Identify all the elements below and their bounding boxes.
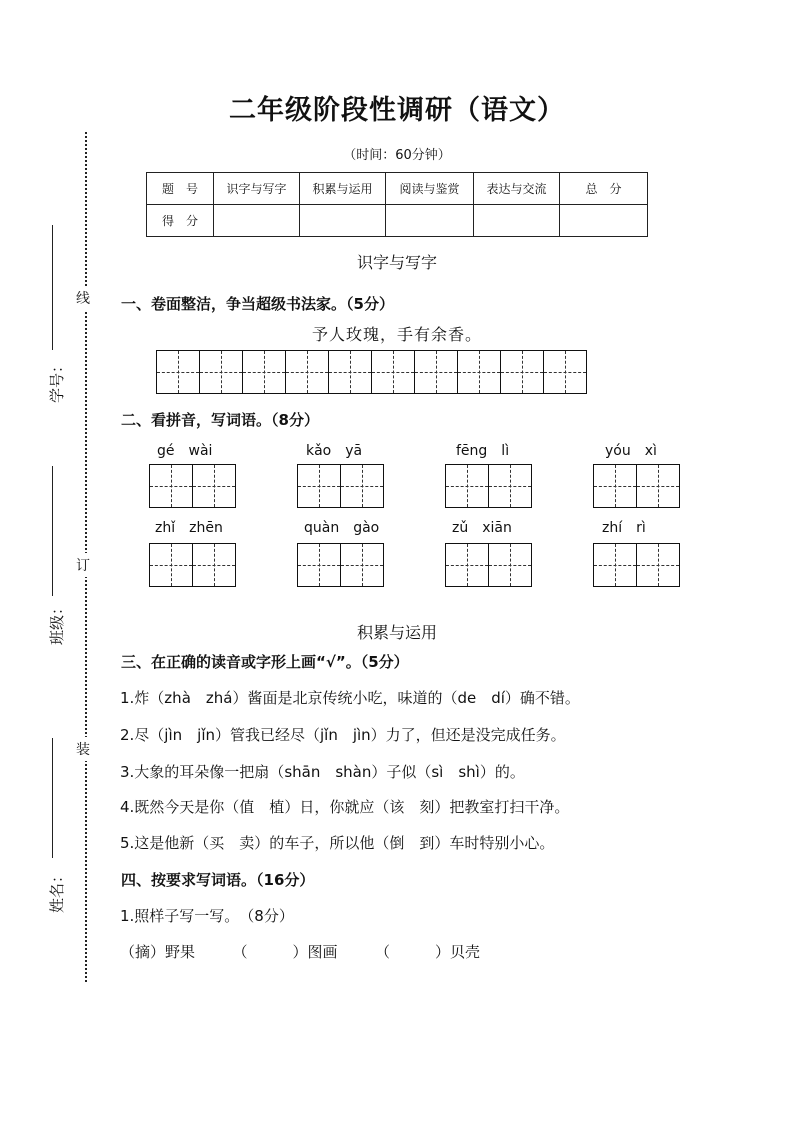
word-grid[interactable]: [149, 464, 236, 508]
writing-cell[interactable]: [636, 543, 680, 587]
section-heading-accumulation: 积累与运用: [356, 623, 437, 642]
score-header-cell: 识字与写字: [214, 173, 300, 205]
binding-char-zhuang: 装: [76, 737, 90, 761]
writing-cell[interactable]: [488, 543, 532, 587]
writing-cell[interactable]: [340, 543, 384, 587]
question-3-item[interactable]: 4.既然今天是你（值 植）日，你就应（该 刻）把教室打扫干净。: [120, 798, 570, 816]
writing-cell[interactable]: [242, 350, 286, 394]
section-heading-literacy: 识字与写字: [356, 253, 437, 272]
question-1-title: 一、卷面整洁，争当超级书法家。（5分）: [121, 295, 394, 313]
pinyin-label: quàn gào: [304, 520, 380, 536]
calligraphy-sentence: 予人玫瑰，手有余香。: [311, 325, 482, 344]
binding-char-xian: 线: [76, 286, 90, 310]
page-title: 二年级阶段性调研（语文）: [229, 95, 565, 126]
writing-cell[interactable]: [192, 464, 236, 508]
question-4-title: 四、按要求写词语。（16分）: [121, 871, 315, 889]
writing-cell[interactable]: [297, 543, 341, 587]
writing-cell[interactable]: [445, 464, 489, 508]
binding-char-ding: 订: [76, 553, 90, 577]
question-3-item[interactable]: 2.尽（jìn jǐn）管我已经尽（jǐn jìn）力了，但还是没完成任务。: [120, 726, 566, 744]
name-label: 姓名：: [48, 867, 67, 914]
score-cell[interactable]: [386, 205, 474, 237]
writing-cell[interactable]: [543, 350, 587, 394]
writing-cell[interactable]: [149, 464, 193, 508]
score-header-cell: 积累与运用: [300, 173, 386, 205]
score-header-cell: 阅读与鉴赏: [386, 173, 474, 205]
writing-cell[interactable]: [297, 464, 341, 508]
score-header-cell: 总 分: [560, 173, 648, 205]
name-line: [52, 738, 53, 858]
writing-cell[interactable]: [192, 543, 236, 587]
word-grid[interactable]: [445, 464, 532, 508]
writing-cell[interactable]: [328, 350, 372, 394]
writing-cell[interactable]: [414, 350, 458, 394]
writing-cell[interactable]: [593, 543, 637, 587]
class-line: [52, 466, 53, 596]
writing-cell[interactable]: [149, 543, 193, 587]
score-header-cell: 表达与交流: [474, 173, 560, 205]
word-grid[interactable]: [593, 464, 680, 508]
score-table: [146, 172, 648, 237]
question-2-title: 二、看拼音，写词语。（8分）: [121, 411, 319, 429]
word-grid[interactable]: [149, 543, 236, 587]
word-grid[interactable]: [297, 543, 384, 587]
writing-cell[interactable]: [285, 350, 329, 394]
writing-cell[interactable]: [636, 464, 680, 508]
time-note: （时间：60分钟）: [343, 148, 451, 163]
writing-cell[interactable]: [340, 464, 384, 508]
question-3-item[interactable]: 5.这是他新（买 卖）的车子，所以他（倒 到）车时特别小心。: [120, 834, 555, 852]
pinyin-label: zhí rì: [602, 520, 646, 536]
class-label: 班级：: [48, 599, 67, 646]
word-grid[interactable]: [445, 543, 532, 587]
calligraphy-grid[interactable]: [156, 350, 587, 394]
pinyin-label: zhǐ zhēn: [155, 520, 223, 536]
question-3-item[interactable]: 3.大象的耳朵像一把扇（shān shàn）子似（sì shì）的。: [120, 763, 525, 781]
pinyin-label: zǔ xiān: [452, 520, 512, 536]
writing-cell[interactable]: [156, 350, 200, 394]
writing-cell[interactable]: [371, 350, 415, 394]
question-4-example[interactable]: （摘）野果 （ ）图画 （ ）贝壳: [120, 943, 481, 961]
score-row-label: 得 分: [147, 205, 214, 237]
writing-cell[interactable]: [488, 464, 532, 508]
pinyin-label: gé wài: [157, 443, 213, 459]
question-3-title: 三、在正确的读音或字形上画“√”。（5分）: [121, 653, 409, 671]
question-4-subtitle: 1.照样子写一写。 （8分）: [120, 907, 294, 925]
pinyin-label: fēng lì: [456, 443, 510, 459]
score-table-header-row: [147, 173, 648, 205]
score-cell[interactable]: [474, 205, 560, 237]
score-table-score-row: [147, 205, 648, 237]
score-cell[interactable]: [214, 205, 300, 237]
writing-cell[interactable]: [445, 543, 489, 587]
question-3-item[interactable]: 1.炸（zhà zhá）酱面是北京传统小吃，味道的（de dí）确不错。: [120, 689, 580, 707]
word-grid[interactable]: [297, 464, 384, 508]
score-header-cell: 题 号: [147, 173, 214, 205]
writing-cell[interactable]: [457, 350, 501, 394]
writing-cell[interactable]: [593, 464, 637, 508]
writing-cell[interactable]: [199, 350, 243, 394]
word-grid[interactable]: [593, 543, 680, 587]
writing-cell[interactable]: [500, 350, 544, 394]
pinyin-label: kǎo yā: [306, 443, 363, 459]
student-no-label: 学号：: [48, 357, 67, 404]
pinyin-label: yóu xì: [605, 443, 657, 459]
score-cell[interactable]: [560, 205, 648, 237]
score-cell[interactable]: [300, 205, 386, 237]
